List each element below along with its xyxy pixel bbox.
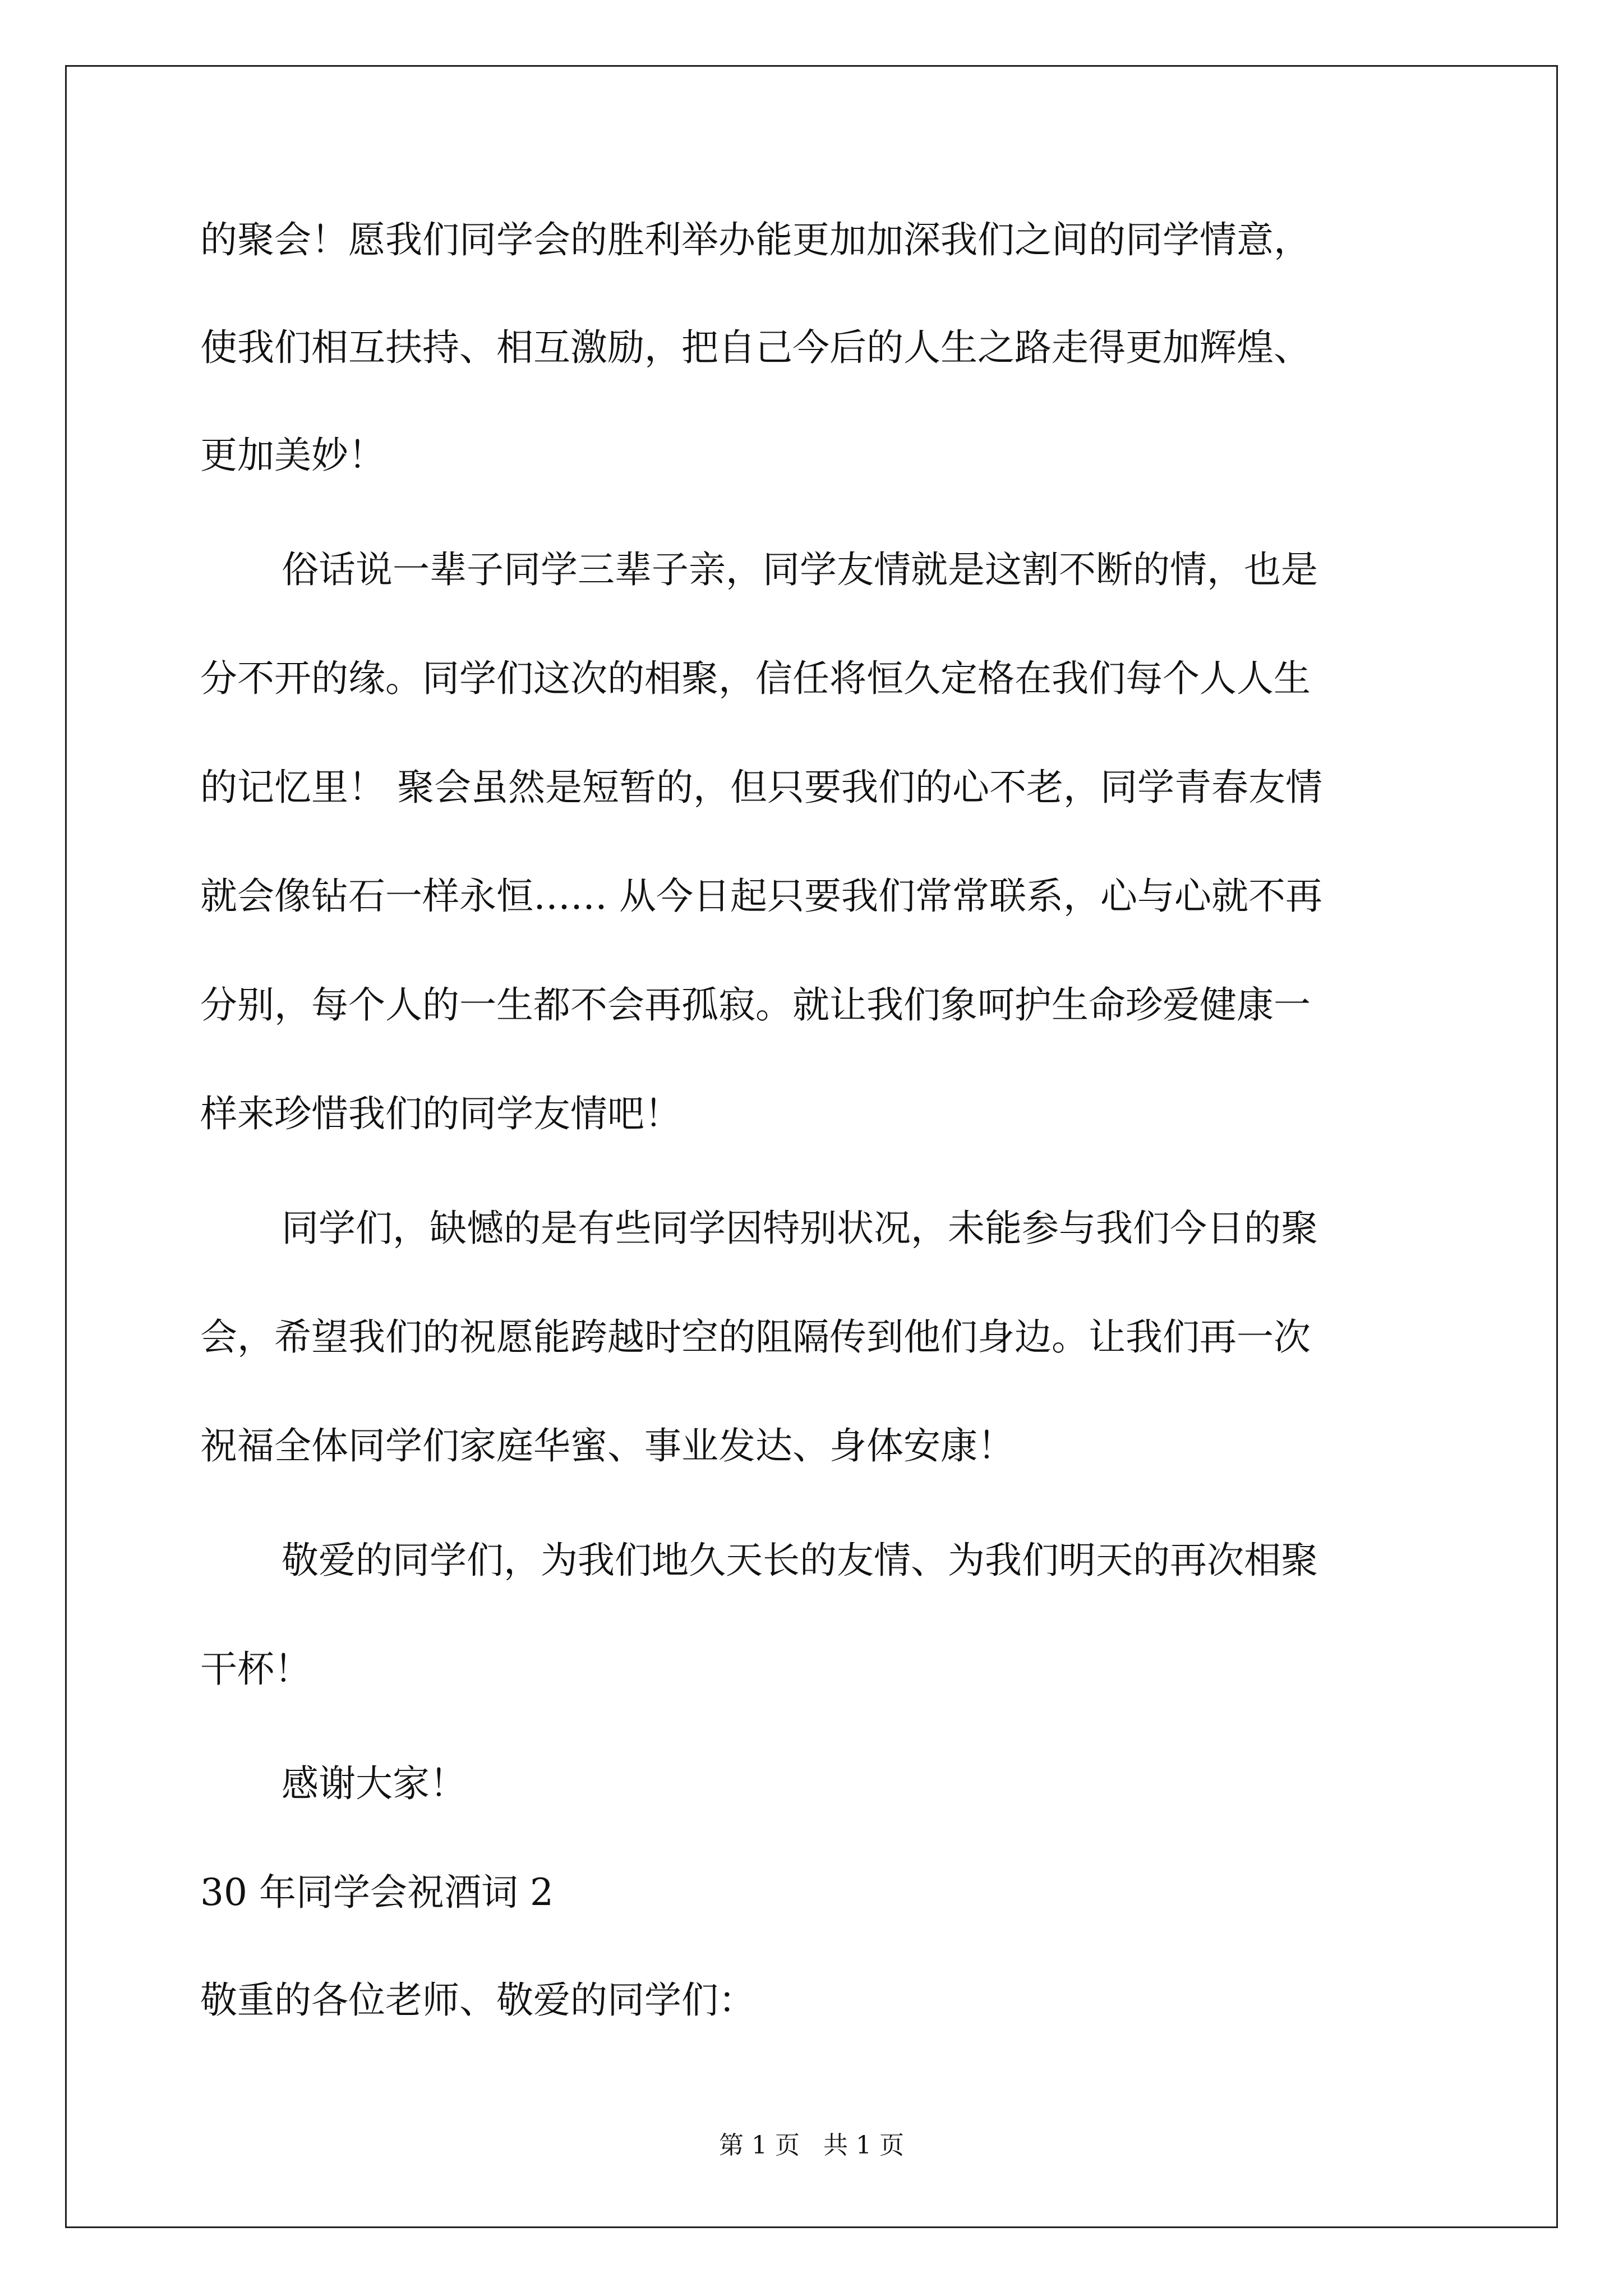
paragraph-start-line: 俗话说一辈子同学三辈子亲，同学友情就是这割不断的情，也是	[282, 548, 1318, 591]
text-line: 分别，每个人的一生都不会再孤寂。就让我们象呵护生命珍爱健康一	[200, 983, 1311, 1027]
text-line: 就会像钻石一样永恒…… 从今日起只要我们常常联系，心与心就不再	[200, 875, 1322, 918]
salutation-line: 敬重的各位老师、敬爱的同学们：	[200, 1978, 755, 2022]
text-line: 干杯！	[200, 1648, 311, 1691]
paragraph-start-line: 敬爱的同学们，为我们地久天长的友情、为我们明天的再次相聚	[282, 1539, 1318, 1582]
text-line: 分不开的缘。同学们这次的相聚，信任将恒久定格在我们每个人人生	[200, 657, 1311, 700]
text-line: 的聚会！愿我们同学会的胜利举办能更加加深我们之间的同学情意，	[200, 218, 1311, 261]
text-line: 样来珍惜我们的同学友情吧！	[200, 1092, 681, 1135]
text-line: 祝福全体同学们家庭华蜜、事业发达、身体安康！	[200, 1424, 1015, 1467]
text-line: 会，希望我们的祝愿能跨越时空的阻隔传到他们身边。让我们再一次	[200, 1315, 1311, 1359]
text-line: 的记忆里！ 聚会虽然是短暂的，但只要我们的心不老，同学青春友情	[200, 766, 1322, 809]
text-line: 更加美妙！	[200, 434, 385, 477]
paragraph-start-line: 同学们，缺憾的是有些同学因特别状况，未能参与我们今日的聚	[282, 1207, 1318, 1250]
section-heading: 30 年同学会祝酒词 2	[200, 1871, 554, 1914]
page-number-footer: 第 1 页 共 1 页	[719, 2131, 904, 2160]
text-line: 使我们相互扶持、相互激励，把自己今后的人生之路走得更加辉煌、	[200, 326, 1311, 369]
closing-line: 感谢大家！	[282, 1762, 467, 1805]
